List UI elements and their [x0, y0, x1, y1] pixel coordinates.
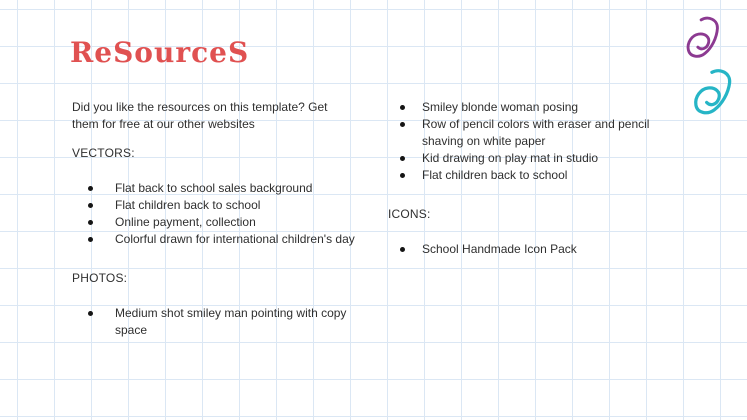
bullet-icon: [88, 237, 93, 242]
list-item: [72, 305, 374, 339]
list-item-text: Colorful drawn for international children's day: [115, 232, 355, 246]
list-item-text: Kid drawing on play mat in studio: [422, 151, 599, 165]
bullet-icon: [400, 156, 405, 161]
list-item: [72, 197, 374, 214]
purple-paperclip-icon: [680, 9, 725, 66]
intro-paragraph: [72, 99, 374, 133]
bullet-icon: [400, 105, 405, 110]
section-heading-photos: PHOTOS:: [72, 271, 128, 285]
list-item: [388, 116, 690, 150]
list-item-text: Flat children back to school: [115, 198, 261, 212]
bullet-icon: [88, 311, 93, 316]
list-item-text: Online payment, collection: [115, 215, 256, 229]
list-item-text: Medium shot smiley man pointing with copy space: [115, 306, 347, 337]
list-item: [388, 167, 690, 184]
purple-paperclip-path: [686, 15, 720, 60]
intro-line: them for free at our other websites: [72, 117, 255, 131]
list-item: [388, 150, 690, 167]
photos-list-continued: [388, 99, 690, 184]
bullet-icon: [88, 203, 93, 208]
bullet-icon: [400, 173, 405, 178]
vectors-list: [72, 180, 374, 248]
teal-paperclip-icon: [687, 60, 739, 124]
list-item-text: School Handmade Icon Pack: [422, 242, 577, 256]
icons-list: [388, 241, 690, 258]
intro-line: Did you like the resources on this template? Get: [72, 100, 328, 114]
left-column: [72, 99, 374, 361]
list-item: [388, 241, 690, 258]
list-item: [388, 99, 690, 116]
list-item-text: Flat children back to school: [422, 168, 568, 182]
list-item-text: Row of pencil colors with eraser and pencil shaving on white paper: [422, 117, 650, 148]
right-column: [388, 99, 690, 280]
bullet-icon: [88, 220, 93, 225]
section-heading-icons: ICONS:: [388, 207, 431, 221]
list-item-text: Smiley blonde woman posing: [422, 100, 579, 114]
photos-list: [72, 305, 374, 339]
list-item: [72, 214, 374, 231]
list-item: [72, 231, 374, 248]
slide-title: ReSourceS: [70, 36, 250, 69]
bullet-icon: [400, 122, 405, 127]
bullet-icon: [88, 186, 93, 191]
list-item-text: Flat back to school sales background: [115, 181, 313, 195]
bullet-icon: [400, 247, 405, 252]
section-heading-vectors: VECTORS:: [72, 146, 135, 160]
teal-paperclip-path: [693, 66, 733, 117]
list-item: [72, 180, 374, 197]
